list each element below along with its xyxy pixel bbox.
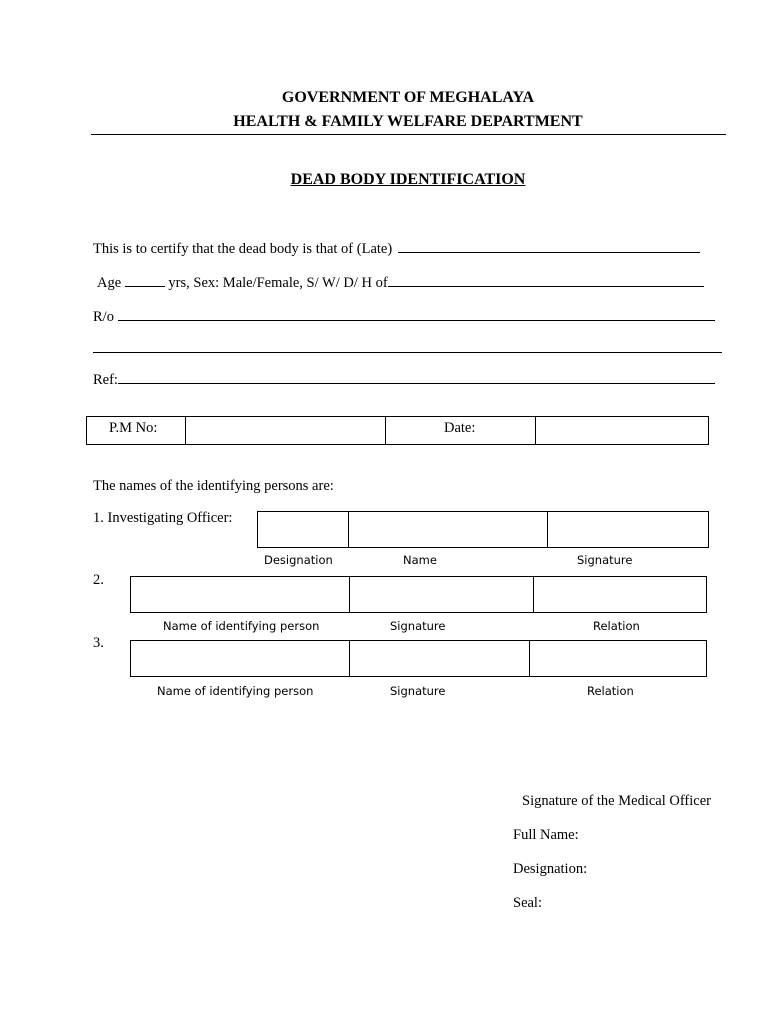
identifying-intro: The names of the identifying persons are: xyxy=(93,478,334,494)
person3-signature-field[interactable] xyxy=(349,641,530,676)
person2-caption-relation: Relation xyxy=(593,619,640,633)
header-divider xyxy=(91,134,726,135)
person3-table xyxy=(130,640,707,677)
officer-caption-signature: Signature xyxy=(577,553,633,567)
ro-label: R/o xyxy=(93,309,114,325)
certify-line-1 xyxy=(93,238,700,258)
deceased-name-field[interactable] xyxy=(398,238,700,253)
officer-signature-field[interactable] xyxy=(547,512,708,547)
person3-relation-field[interactable] xyxy=(529,641,706,676)
certify-line-2 xyxy=(97,272,704,292)
designation-label: Designation: xyxy=(513,861,588,877)
date-label: Date: xyxy=(444,420,476,436)
officer-designation-field[interactable] xyxy=(258,512,348,547)
pm-no-field[interactable] xyxy=(185,417,386,444)
person3-caption-name: Name of identifying person xyxy=(157,684,314,698)
officer-table xyxy=(257,511,709,548)
yrs-sex-label: yrs, Sex: Male/Female, S/ W/ D/ H of xyxy=(168,275,388,291)
person2-caption-name: Name of identifying person xyxy=(163,619,320,633)
pm-table xyxy=(86,416,709,445)
residence-field-line-2[interactable] xyxy=(93,352,722,353)
certify-late-label: This is to certify that the dead body is that of (Late) xyxy=(93,241,393,257)
age-label: Age xyxy=(97,275,122,291)
residence-field[interactable] xyxy=(118,306,715,321)
person3-caption-signature: Signature xyxy=(390,684,446,698)
person2-table xyxy=(130,576,707,613)
person3-caption-relation: Relation xyxy=(587,684,634,698)
officer-caption-name: Name xyxy=(403,553,437,567)
date-label-cell xyxy=(385,417,536,444)
officer-caption-designation: Designation xyxy=(264,553,333,567)
person2-relation-field[interactable] xyxy=(533,577,706,612)
person2-signature-field[interactable] xyxy=(349,577,534,612)
medical-officer-signature-label: Signature of the Medical Officer xyxy=(522,793,711,809)
header-line-1: GOVERNMENT OF MEGHALAYA xyxy=(281,89,535,106)
person2-caption-signature: Signature xyxy=(390,619,446,633)
person3-name-field[interactable] xyxy=(131,641,349,676)
seal-label: Seal: xyxy=(513,895,542,911)
person2-label: 2. xyxy=(93,572,104,588)
page-title: DEAD BODY IDENTIFICATION xyxy=(290,171,526,188)
relation-of-field[interactable] xyxy=(388,272,704,287)
person3-label: 3. xyxy=(93,635,104,651)
officer-label: 1. Investigating Officer: xyxy=(93,510,233,526)
header-line-2: HEALTH & FAMILY WELFARE DEPARTMENT xyxy=(233,113,583,130)
person2-name-field[interactable] xyxy=(131,577,349,612)
age-field[interactable] xyxy=(125,272,165,287)
pm-no-label: P.M No: xyxy=(109,420,158,436)
officer-name-field[interactable] xyxy=(348,512,548,547)
certify-line-4 xyxy=(93,369,715,389)
date-field[interactable] xyxy=(535,417,708,444)
ref-label: Ref: xyxy=(93,372,118,388)
certify-line-3 xyxy=(93,306,715,326)
ref-field[interactable] xyxy=(118,369,715,384)
full-name-label: Full Name: xyxy=(513,827,579,843)
